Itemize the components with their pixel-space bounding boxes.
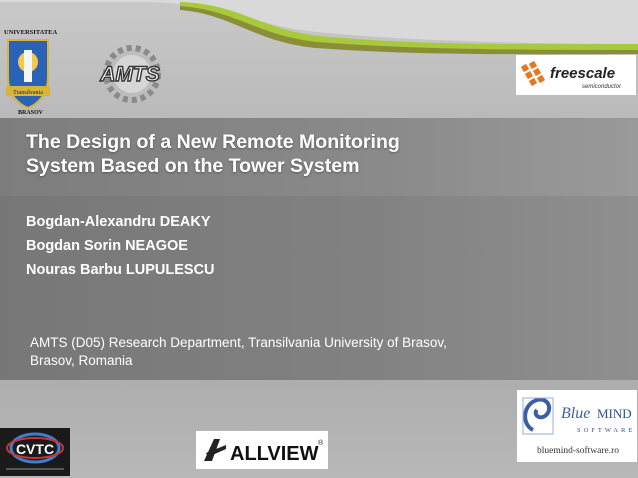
amts-logo-text: AMTS bbox=[100, 63, 160, 86]
author-name: Nouras Barbu LUPULESCU bbox=[26, 262, 215, 278]
cvtc-logo bbox=[0, 428, 70, 476]
bluemind-url: bluemind-software.ro bbox=[537, 446, 620, 456]
freescale-mark-icon bbox=[516, 55, 636, 95]
bluemind-name-blue: Blue bbox=[561, 405, 591, 422]
cvtc-text: CVTC bbox=[15, 441, 55, 457]
author-name: Bogdan Sorin NEAGOE bbox=[26, 238, 188, 254]
amts-logo bbox=[88, 44, 172, 104]
university-logo bbox=[0, 28, 56, 118]
university-banner-text: Transilvania bbox=[13, 90, 43, 96]
bluemind-name-mind: MIND bbox=[597, 406, 632, 421]
bluemind-sub: SOFTWARE bbox=[577, 427, 636, 434]
author-name: Bogdan-Alexandru DEAKY bbox=[26, 214, 211, 230]
allview-mark-icon bbox=[196, 431, 328, 469]
freescale-tagline: semiconductor bbox=[582, 84, 622, 90]
university-name-top: UNIVERSITATEA bbox=[4, 29, 58, 36]
svg-text:®: ® bbox=[318, 440, 324, 447]
freescale-name: freescale bbox=[550, 65, 616, 82]
affiliation-text: AMTS (D05) Research Department, Transilvania University of Brasov, Brasov, Romania bbox=[30, 335, 447, 368]
slide-title: The Design of a New Remote Monitoring System Based on the Tower System bbox=[26, 131, 400, 177]
amts-gear-icon bbox=[88, 44, 172, 104]
freescale-logo bbox=[516, 55, 636, 95]
author-list bbox=[26, 210, 215, 282]
allview-logo bbox=[196, 431, 328, 469]
university-crest-icon bbox=[2, 36, 54, 112]
cvtc-mark-icon bbox=[0, 428, 70, 476]
bluemind-swirl-icon bbox=[517, 390, 637, 446]
bluemind-logo bbox=[517, 390, 637, 462]
university-name-bottom: BRASOV bbox=[18, 110, 44, 116]
allview-text: ALLVIEW bbox=[230, 443, 319, 465]
